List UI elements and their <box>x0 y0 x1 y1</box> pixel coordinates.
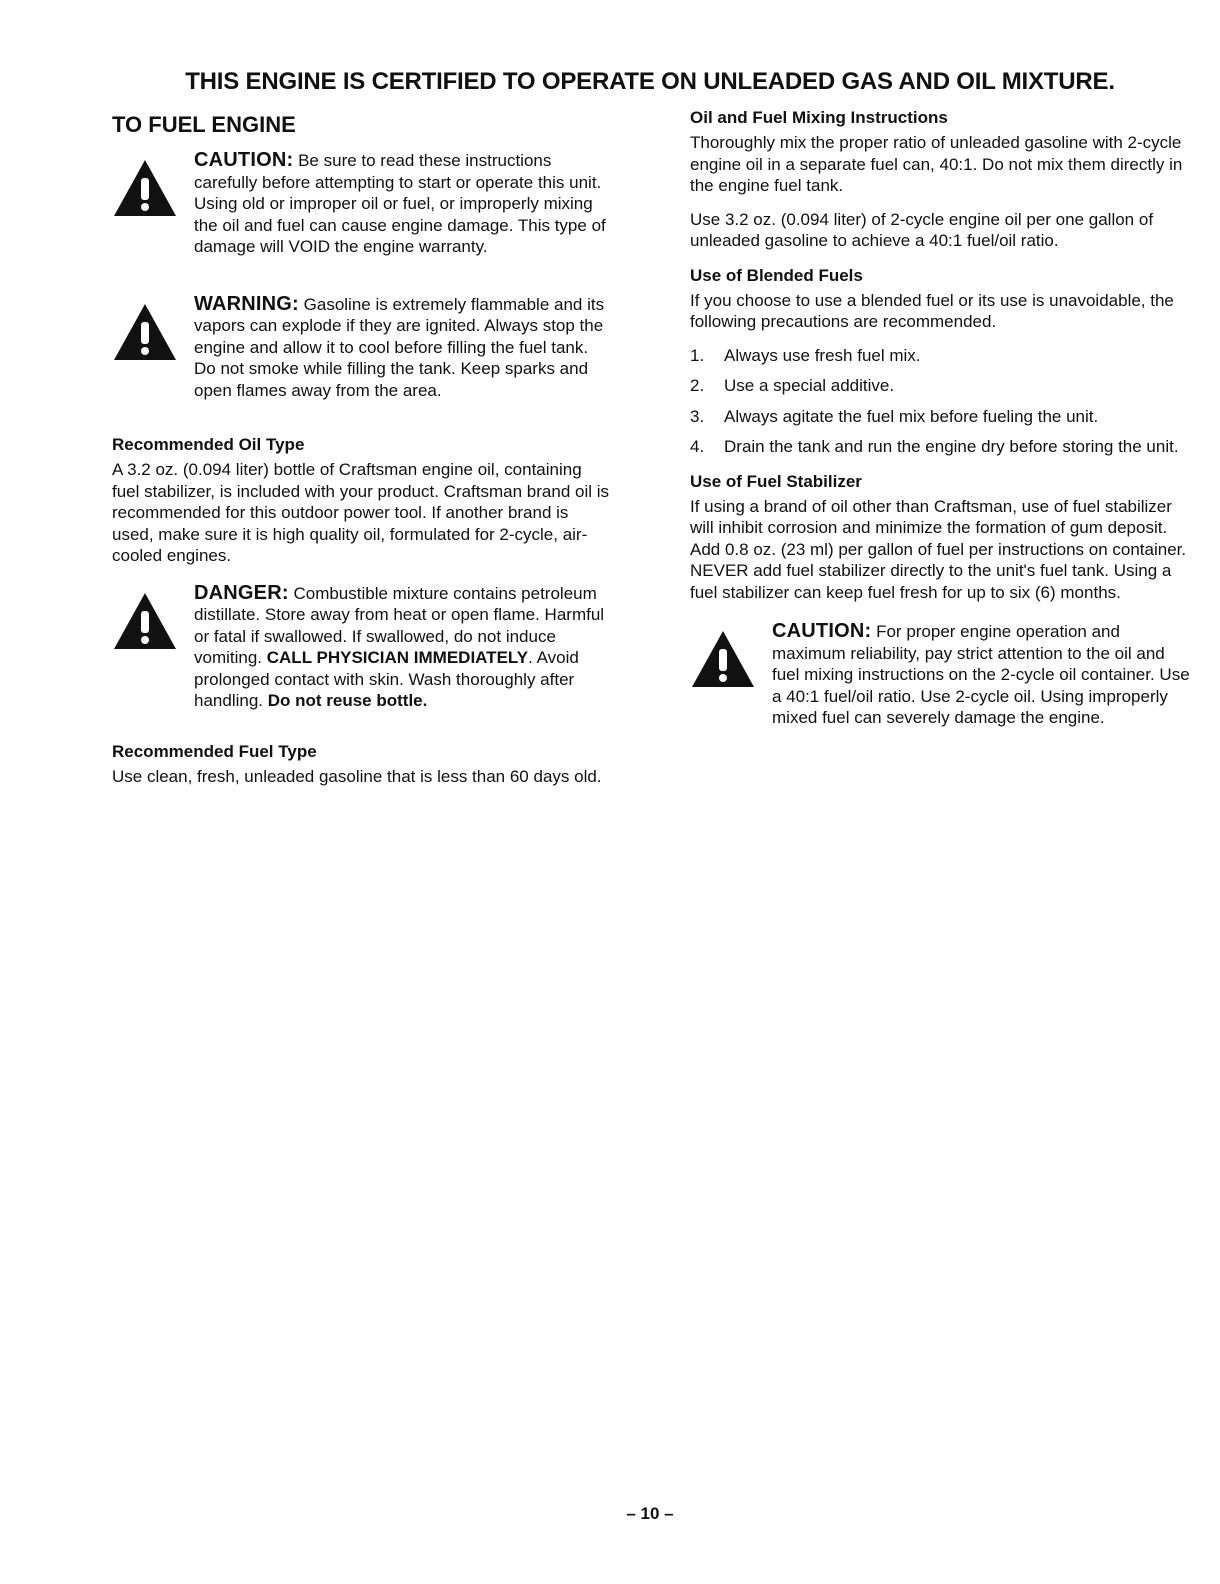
right-column <box>690 108 1195 753</box>
blended-heading: Use of Blended Fuels <box>690 265 863 285</box>
mixing-para-2: Use 3.2 oz. (0.094 liter) of 2-cycle engine oil per one gallon of unleaded gasoline to achieve a 40:1 fuel/oil ratio. <box>690 209 1154 250</box>
fuel-type-text: Use clean, fresh, unleaded gasoline that is less than 60 days old. <box>112 766 602 786</box>
warning-callout <box>112 294 612 402</box>
list-item: 2. Use a special additive. <box>690 376 895 395</box>
blended-steps-list <box>690 345 1195 458</box>
caution-text-right: For proper engine operation and maximum reliability, pay strict attention to the oil and fuel mixing instructions on the 2-cycle oil container. Use a 40:1 fuel/oil ratio. Use 2-cycle oil. Using improperly mixed fuel can severely damage the engine. <box>772 622 1190 727</box>
mixing-heading: Oil and Fuel Mixing Instructions <box>690 108 948 127</box>
danger-text-2: . Avoid prolonged contact with skin. Wash thoroughly after handling. <box>194 648 579 710</box>
left-column <box>112 108 612 799</box>
page-header: THIS ENGINE IS CERTIFIED TO OPERATE ON UNLEADED GAS AND OIL MIXTURE. <box>185 68 1115 95</box>
stabilizer-text: If using a brand of oil other than Craftsman, use of fuel stabilizer will inhibit corrosion and minimize the formation of gum deposit. Add 0.8 oz. (23 ml) per gallon of fuel per instructions on container. NEVER add fuel stabilizer directly to the unit's fuel tank. Using a fuel stabilizer can keep fuel fresh for up to six (6) months. <box>690 496 1187 602</box>
page-number: – 10 – <box>626 1504 674 1523</box>
caution-label: CAUTION: <box>194 149 294 171</box>
danger-text-1: Combustible mixture contains petroleum distillate. Store away from heat or open flame. Harmful or fatal if swallowed. If swallowed, do not induce vomiting. <box>194 583 605 667</box>
danger-bold-reuse: Do not reuse bottle. <box>267 691 428 710</box>
oil-type-heading: Recommended Oil Type <box>112 435 305 454</box>
oil-type-text: A 3.2 oz. (0.094 liter) bottle of Craftsman engine oil, containing fuel stabilizer, is included with your product. Craftsman brand oil is recommended for this outdoor power tool. If another brand is used, make sure it is high quality oil, formulated for 2-cycle, air-cooled engines. <box>112 460 610 565</box>
warning-triangle-icon <box>690 629 756 689</box>
danger-bold-call-physician: CALL PHYSICIAN IMMEDIATELY <box>266 648 529 667</box>
blended-intro: If you choose to use a blended fuel or its use is unavoidable, the following precautions are recommended. <box>690 290 1174 331</box>
warning-triangle-icon <box>112 302 178 362</box>
warning-text: Gasoline is extremely flammable and its vapors can explode if they are ignited. Always stop the engine and allow it to cool before filling the fuel tank. Do not smoke while filling the tank. Keep sparks and open flames away from the area. <box>194 294 605 400</box>
list-item: 1. Always use fresh fuel mix. <box>690 345 921 365</box>
danger-callout <box>112 583 612 712</box>
caution-label-right: CAUTION: <box>772 620 872 642</box>
stabilizer-heading: Use of Fuel Stabilizer <box>690 471 862 491</box>
caution-text: Be sure to read these instructions carefully before attempting to start or operate this unit. Using old or improper oil or fuel, or improperly mixing the oil and fuel can cause engine damage. This type of damage will VOID the engine warranty. <box>194 151 606 256</box>
warning-triangle-icon <box>112 591 178 651</box>
warning-triangle-icon <box>112 158 178 218</box>
mixing-para-1: Thoroughly mix the proper ratio of unleaded gasoline with 2-cycle engine oil in a separate fuel can, 40:1. Do not mix them directly in the engine fuel tank. <box>690 133 1183 195</box>
warning-label: WARNING: <box>194 292 299 315</box>
fuel-type-heading: Recommended Fuel Type <box>112 741 317 761</box>
section-title: TO FUEL ENGINE <box>112 112 296 137</box>
list-item: 3. Always agitate the fuel mix before fueling the unit. <box>690 406 1099 426</box>
caution-callout <box>112 150 612 258</box>
caution-callout-right <box>690 621 1195 729</box>
list-item: 4. Drain the tank and run the engine dry before storing the unit. <box>690 437 1179 456</box>
danger-label: DANGER: <box>194 581 289 604</box>
